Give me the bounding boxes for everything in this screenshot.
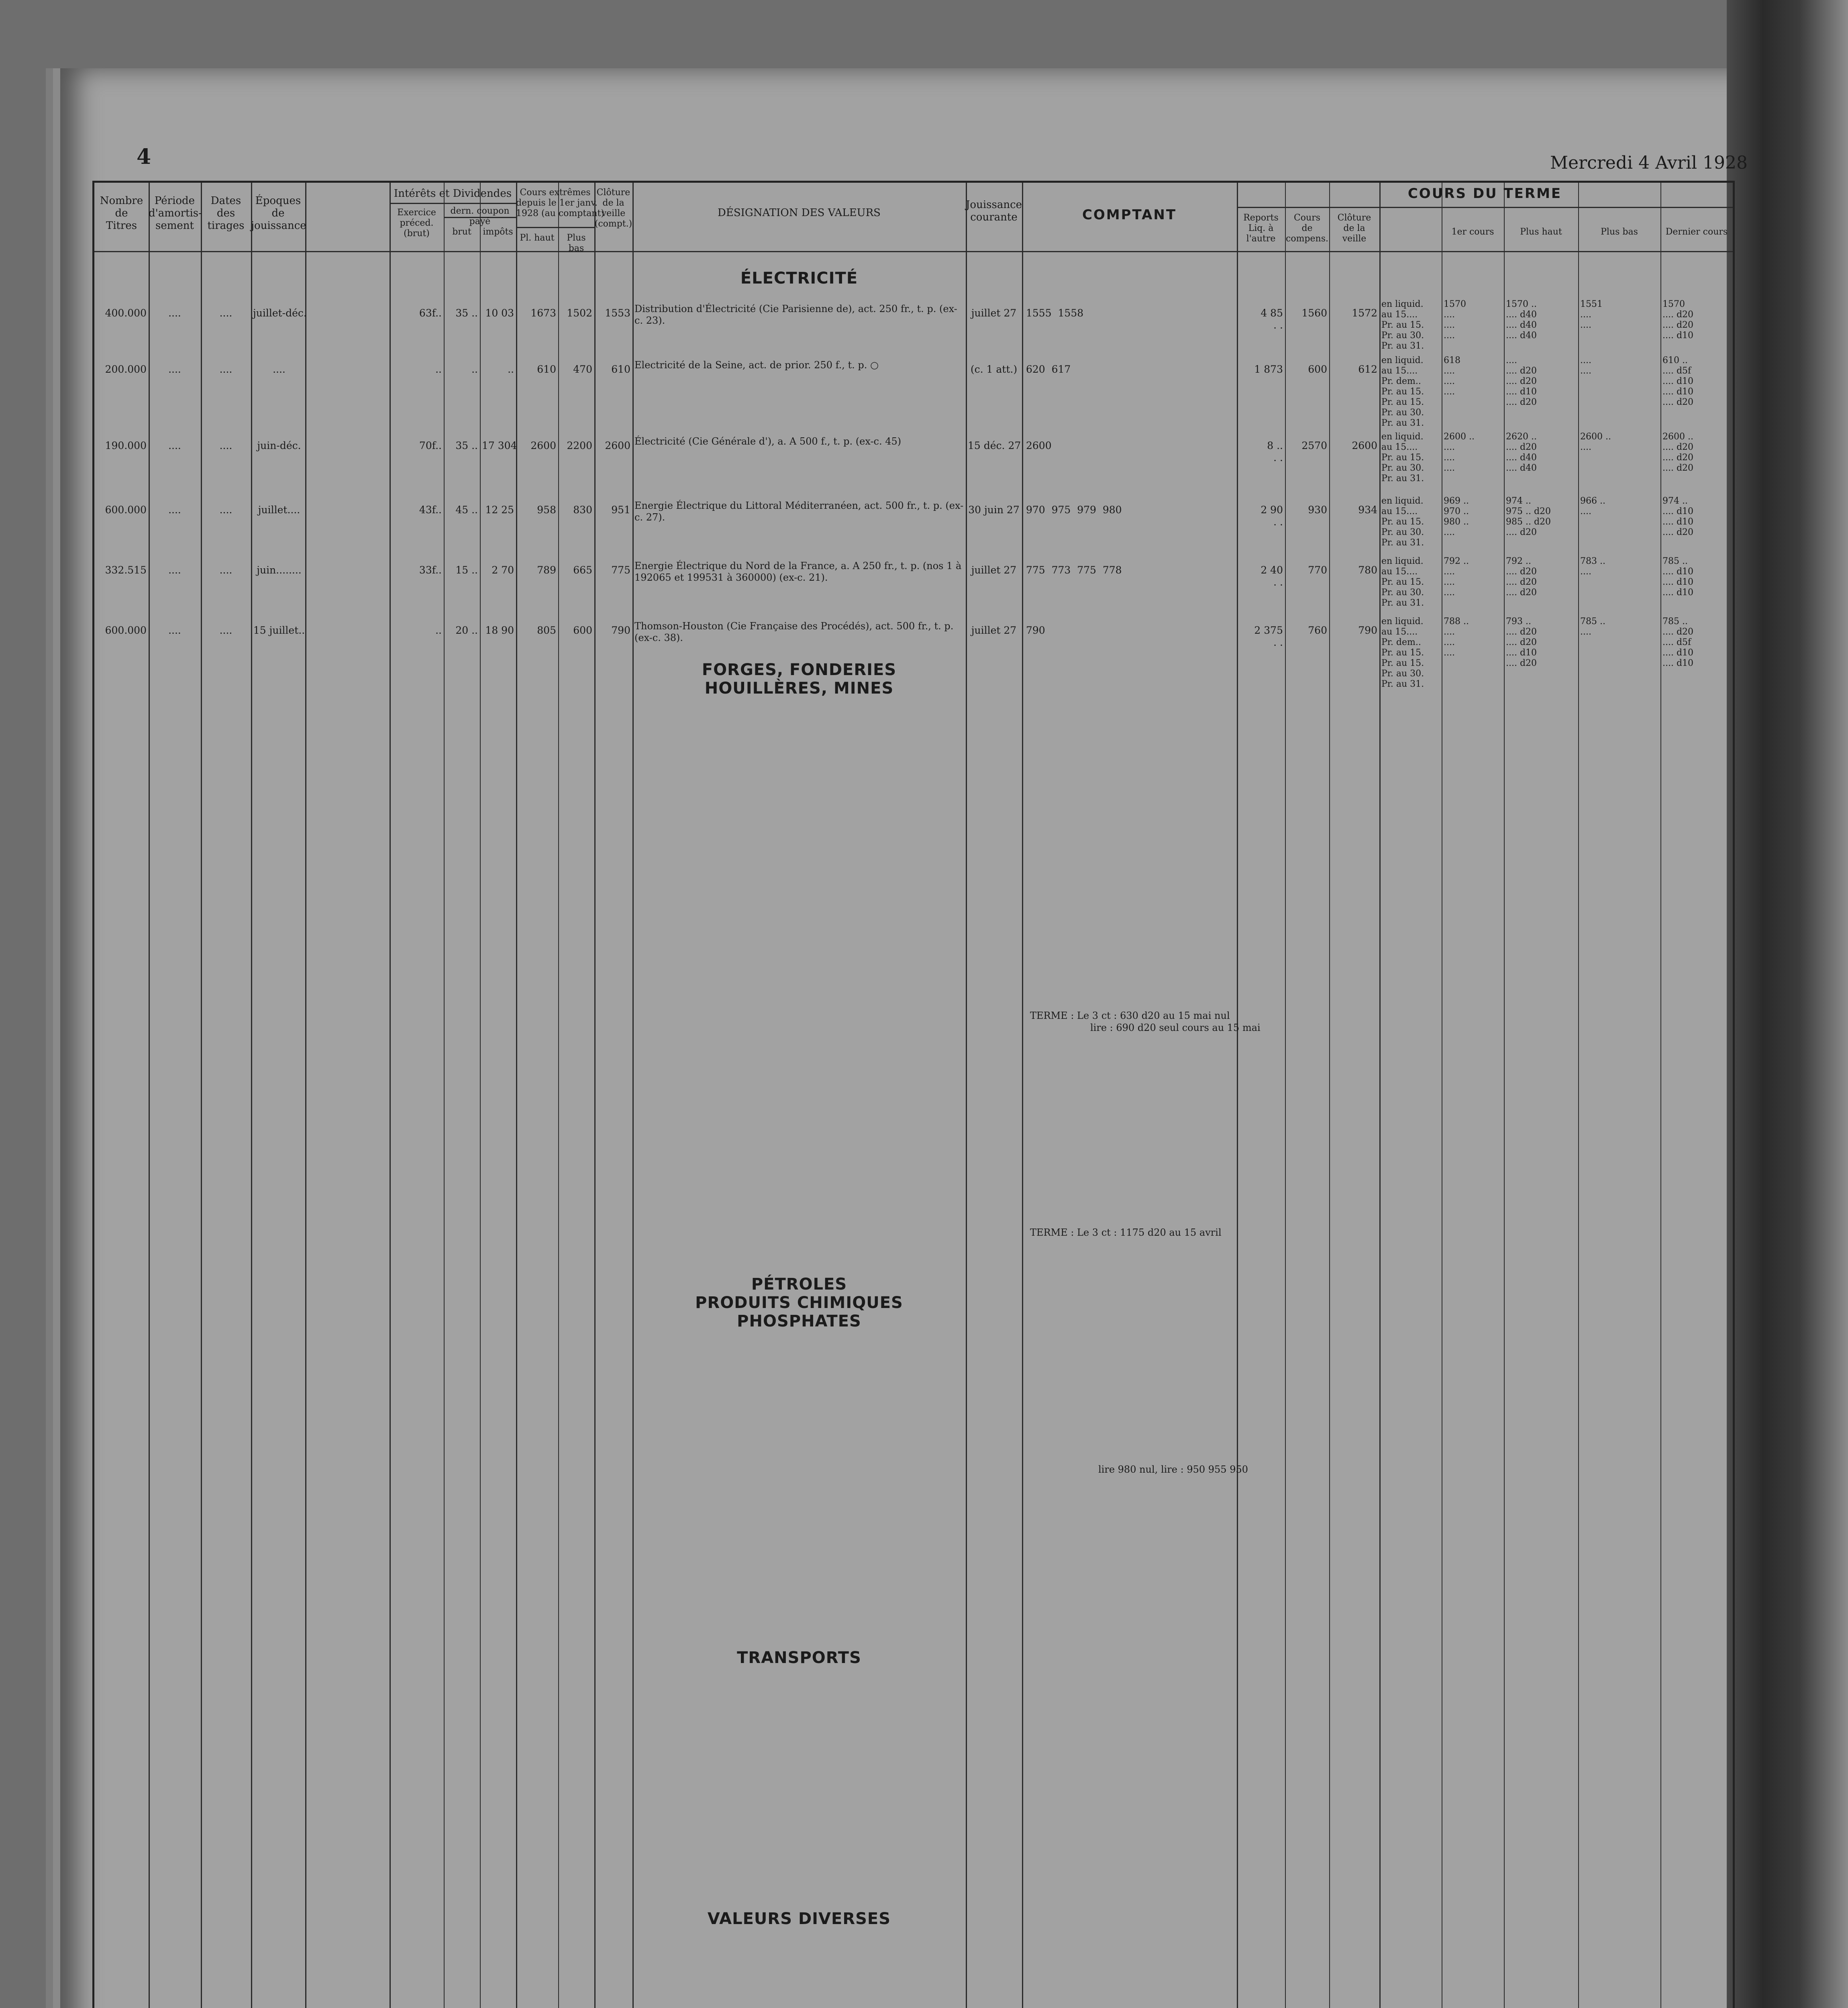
cell-comptant: 775 773 775 778 <box>1026 564 1122 576</box>
section-forges: FORGES, FONDERIES HOUILLÈRES, MINES <box>702 661 897 698</box>
cell-brut: 35 .. <box>455 307 478 319</box>
header-nombre: Nombre de Titres <box>100 195 143 232</box>
cell-cloture: 1553 <box>605 307 630 319</box>
terme-t1: 1570 .... .... .... <box>1444 299 1466 341</box>
cell-brut: 35 .. <box>455 440 478 451</box>
terme-tb: 1551 .... .... <box>1580 299 1603 330</box>
cell-periode: .... <box>168 307 181 319</box>
cell-nombre: 190.000 <box>105 440 147 451</box>
cell-cloture_t: 934 <box>1358 504 1377 516</box>
header-pl-bas: Plus bas <box>567 233 586 253</box>
cell-jouissance: juillet 27 <box>971 307 1017 319</box>
cell-dates: .... <box>219 564 233 576</box>
terme-tb: 785 .. .... <box>1580 616 1605 637</box>
cell-exercice: 33f.. <box>419 564 442 576</box>
cell-cloture: 775 <box>611 564 630 576</box>
cell-exercice: .. <box>435 624 442 636</box>
header-dates: Dates des tirages <box>207 195 245 232</box>
cell-reports: 1 873 <box>1254 363 1283 375</box>
cell-comptant: 1555 1558 <box>1026 307 1084 319</box>
security-name: Energie Électrique du Nord de la France, a. A 250 fr., t. p. (nos 1 à 192065 et 199531 à 360000) (ex-c. 21). <box>634 560 962 583</box>
cell-brut: 20 .. <box>455 624 478 636</box>
cell-jouissance: (c. 1 att.) <box>970 363 1018 375</box>
cell-reports: 4 85 . . <box>1261 307 1283 331</box>
terme-t1: 969 .. 970 .. 980 .. .... <box>1444 496 1469 537</box>
header-impots: impôts <box>483 227 513 237</box>
cell-reports: 2 375 . . <box>1254 624 1283 648</box>
header-plus-bas: Plus bas <box>1601 227 1638 237</box>
cell-exercice: 63f.. <box>419 307 442 319</box>
terme-t1: 2600 .. .... .... .... <box>1444 432 1475 473</box>
terme-th: 793 .. .... d20 .... d20 .... d10 .... d20 <box>1506 616 1537 668</box>
cell-periode: .... <box>168 564 181 576</box>
security-name: Distribution d'Électricité (Cie Parisienne de), act. 250 fr., t. p. (ex-c. 23). <box>634 303 957 326</box>
header-reports: Reports Liq. à l'autre <box>1243 213 1279 244</box>
terme-td: 785 .. .... d10 .... d10 .... d10 <box>1662 556 1694 598</box>
cell-haut: 789 <box>537 564 556 576</box>
terme-t1: 788 .. .... .... .... <box>1444 616 1469 658</box>
note-terme-lens-2: lire : 690 d20 seul cours au 15 mai <box>1090 1022 1261 1033</box>
header-plus-haut: Plus haut <box>1520 227 1562 237</box>
cell-haut: 958 <box>537 504 556 516</box>
cell-epoque: juillet-déc. <box>253 307 307 319</box>
header-brut: brut <box>452 227 471 237</box>
terme-th: 974 .. 975 .. d20 985 .. d20 .... d20 <box>1506 496 1551 537</box>
terme-th: 2620 .. .... d20 .... d40 .... d40 <box>1506 432 1537 473</box>
security-name: Electricité de la Seine, act. de prior. 250 f., t. p. ○ <box>634 359 879 371</box>
cell-exercice: 43f.. <box>419 504 442 516</box>
header-designation: DÉSIGNATION DES VALEURS <box>718 207 881 219</box>
header-cloture-veille: Clôture de la veille (compt.) <box>594 188 632 229</box>
terme-tb: 783 .. .... <box>1580 556 1605 577</box>
cell-periode: .... <box>168 440 181 451</box>
header-cloture-terme: Clôture de la veille <box>1337 213 1371 244</box>
quotation-table <box>92 181 1735 2008</box>
section-valeurs-diverses: VALEURS DIVERSES <box>707 1910 891 1928</box>
terme-t1: 618 .... .... .... <box>1444 355 1460 397</box>
cell-bas: 2200 <box>567 440 592 451</box>
cell-cloture: 790 <box>611 624 630 636</box>
terme-terme: en liquid. au 15.... Pr. au 15. Pr. au 30. Pr. au 31. <box>1381 432 1424 484</box>
cell-compens: 600 <box>1308 363 1327 375</box>
cell-exercice: 70f.. <box>419 440 442 451</box>
terme-th: 1570 .. .... d40 .... d40 .... d40 <box>1506 299 1537 341</box>
cell-dates: .... <box>219 307 233 319</box>
terme-td: 610 .. .... d5f .... d10 .... d10 .... d20 <box>1662 355 1694 407</box>
cell-nombre: 400.000 <box>105 307 147 319</box>
section-electricite: ÉLECTRICITÉ <box>740 269 858 288</box>
cell-haut: 805 <box>537 624 556 636</box>
terme-th: 792 .. .... d20 .... d20 .... d20 <box>1506 556 1537 598</box>
cell-cloture: 951 <box>611 504 630 516</box>
note-terme-penarroya: TERME : Le 3 ct : 1175 d20 au 15 avril <box>1030 1227 1222 1238</box>
terme-td: 1570 .... d20 .... d20 .... d10 <box>1662 299 1694 341</box>
cell-brut: 45 .. <box>455 504 478 516</box>
terme-th: .... .... d20 .... d20 .... d10 .... d20 <box>1506 355 1537 407</box>
book-binding <box>1727 0 1848 2008</box>
cell-jouissance: 30 juin 27 <box>968 504 1020 516</box>
cell-bas: 665 <box>573 564 592 576</box>
terme-t1: 792 .. .... .... .... <box>1444 556 1469 598</box>
header-interets: Intérêts et Dividendes <box>394 188 512 200</box>
cell-jouissance: 15 déc. 27 <box>968 440 1021 451</box>
cell-impots: 2 70 <box>492 564 514 576</box>
cell-compens: 930 <box>1308 504 1327 516</box>
header-periode: Période d'amortis- sement <box>149 195 202 232</box>
cell-epoque: juin........ <box>257 564 302 576</box>
cell-cloture_t: 2600 <box>1352 440 1377 451</box>
header-cours-du-terme: COURS DU TERME <box>1407 186 1562 202</box>
cell-compens: 1560 <box>1301 307 1327 319</box>
cell-dates: .... <box>219 440 233 451</box>
terme-terme: en liquid. au 15.... Pr. dem.. Pr. au 15. Pr. au 15. Pr. au 30. Pr. au 31. <box>1381 616 1424 689</box>
cell-jouissance: juillet 27 <box>971 564 1017 576</box>
cell-compens: 2570 <box>1301 440 1327 451</box>
header-cours-compens: Cours de compens. <box>1286 213 1328 244</box>
header-dernier-cours: Dernier cours <box>1665 227 1728 237</box>
cell-nombre: 332.515 <box>105 564 147 576</box>
cell-jouissance: juillet 27 <box>971 624 1017 636</box>
header-cours-extremes: Cours extrêmes depuis le 1er janv. 1928 (au comptant) <box>516 188 604 218</box>
terme-tb: 2600 .. .... <box>1580 432 1611 452</box>
cell-epoque: 15 juillet.. <box>253 624 305 636</box>
terme-td: 785 .. .... d20 .... d5f .... d10 .... d10 <box>1662 616 1694 668</box>
cell-brut: 15 .. <box>455 564 478 576</box>
terme-terme: en liquid. au 15.... Pr. au 15. Pr. au 30. Pr. au 31. <box>1381 556 1424 608</box>
cell-exercice: .. <box>435 363 442 375</box>
header-epoques: Époques de jouissance <box>251 195 306 232</box>
cell-epoque: .... <box>273 363 286 375</box>
cell-epoque: juin-déc. <box>257 440 301 451</box>
cell-compens: 760 <box>1308 624 1327 636</box>
cell-cloture: 610 <box>611 363 630 375</box>
cell-cloture_t: 1572 <box>1352 307 1377 319</box>
section-transports: TRANSPORTS <box>737 1649 861 1667</box>
header-pl-haut: Pl. haut <box>520 233 555 243</box>
note-terme-lens: TERME : Le 3 ct : 630 d20 au 15 mai nul <box>1030 1010 1230 1021</box>
cell-haut: 1673 <box>530 307 556 319</box>
header-premier-cours: 1er cours <box>1451 227 1494 237</box>
cell-cloture_t: 790 <box>1358 624 1377 636</box>
cell-nombre: 600.000 <box>105 624 147 636</box>
cell-bas: 470 <box>573 363 592 375</box>
header-dern-coupon: dern. coupon payé <box>450 206 510 227</box>
cell-comptant: 970 975 979 980 <box>1026 504 1122 516</box>
cell-haut: 2600 <box>530 440 556 451</box>
cell-dates: .... <box>219 624 233 636</box>
cell-cloture: 2600 <box>605 440 630 451</box>
cell-nombre: 600.000 <box>105 504 147 516</box>
cell-impots: 17 304 <box>482 440 517 451</box>
cell-cloture_t: 780 <box>1358 564 1377 576</box>
cell-epoque: juillet.... <box>258 504 300 516</box>
page-number: 4 <box>137 145 151 169</box>
cell-bas: 1502 <box>567 307 592 319</box>
cell-comptant: 620 617 <box>1026 363 1071 375</box>
cell-impots: 10 03 <box>485 307 514 319</box>
cell-haut: 610 <box>537 363 556 375</box>
header-jouissance: Jouissance courante <box>966 199 1022 223</box>
terme-td: 974 .. .... d10 .... d10 .... d20 <box>1662 496 1694 537</box>
cell-impots: 12 25 <box>485 504 514 516</box>
section-petroles: PÉTROLES PRODUITS CHIMIQUES PHOSPHATES <box>695 1275 903 1331</box>
page-date: Mercredi 4 Avril 1928 <box>1550 153 1748 173</box>
cell-comptant: 2600 <box>1026 440 1052 451</box>
cell-brut: .. <box>471 363 478 375</box>
terme-td: 2600 .. .... d20 .... d20 .... d20 <box>1662 432 1694 473</box>
security-name: Energie Électrique du Littoral Méditerranéen, act. 500 fr., t. p. (ex-c. 27). <box>634 500 964 523</box>
header-exercice: Exercice préced. (brut) <box>397 208 436 239</box>
cell-cloture_t: 612 <box>1358 363 1377 375</box>
cell-reports: 2 40 . . <box>1261 564 1283 588</box>
header-comptant: COMPTANT <box>1082 207 1177 223</box>
cell-periode: .... <box>168 504 181 516</box>
cell-impots: 18 90 <box>485 624 514 636</box>
cell-reports: 2 90 . . <box>1261 504 1283 528</box>
cell-comptant: 790 <box>1026 624 1045 636</box>
cell-periode: .... <box>168 624 181 636</box>
terme-terme: en liquid. au 15.... Pr. au 15. Pr. au 30. Pr. au 31. <box>1381 496 1424 548</box>
terme-terme: en liquid. au 15.... Pr. dem.. Pr. au 15. Pr. au 15. Pr. au 30. Pr. au 31. <box>1381 355 1424 428</box>
cell-dates: .... <box>219 504 233 516</box>
cell-bas: 830 <box>573 504 592 516</box>
cell-reports: 8 .. . . <box>1267 440 1283 463</box>
cell-compens: 770 <box>1308 564 1327 576</box>
terme-tb: 966 .. .... <box>1580 496 1605 516</box>
cell-impots: .. <box>508 363 514 375</box>
cell-nombre: 200.000 <box>105 363 147 375</box>
cell-periode: .... <box>168 363 181 375</box>
note-terme-kuhlmann: lire 980 nul, lire : 950 955 950 <box>1098 1464 1248 1475</box>
terme-tb: .... .... <box>1580 355 1591 376</box>
cell-bas: 600 <box>573 624 592 636</box>
terme-terme: en liquid. au 15.... Pr. au 15. Pr. au 30. Pr. au 31. <box>1381 299 1424 351</box>
cell-dates: .... <box>219 363 233 375</box>
security-name: Thomson-Houston (Cie Française des Procédés), act. 500 fr., t. p. (ex-c. 38). <box>634 620 954 643</box>
security-name: Électricité (Cie Générale d'), a. A 500 f., t. p. (ex-c. 45) <box>634 436 902 447</box>
